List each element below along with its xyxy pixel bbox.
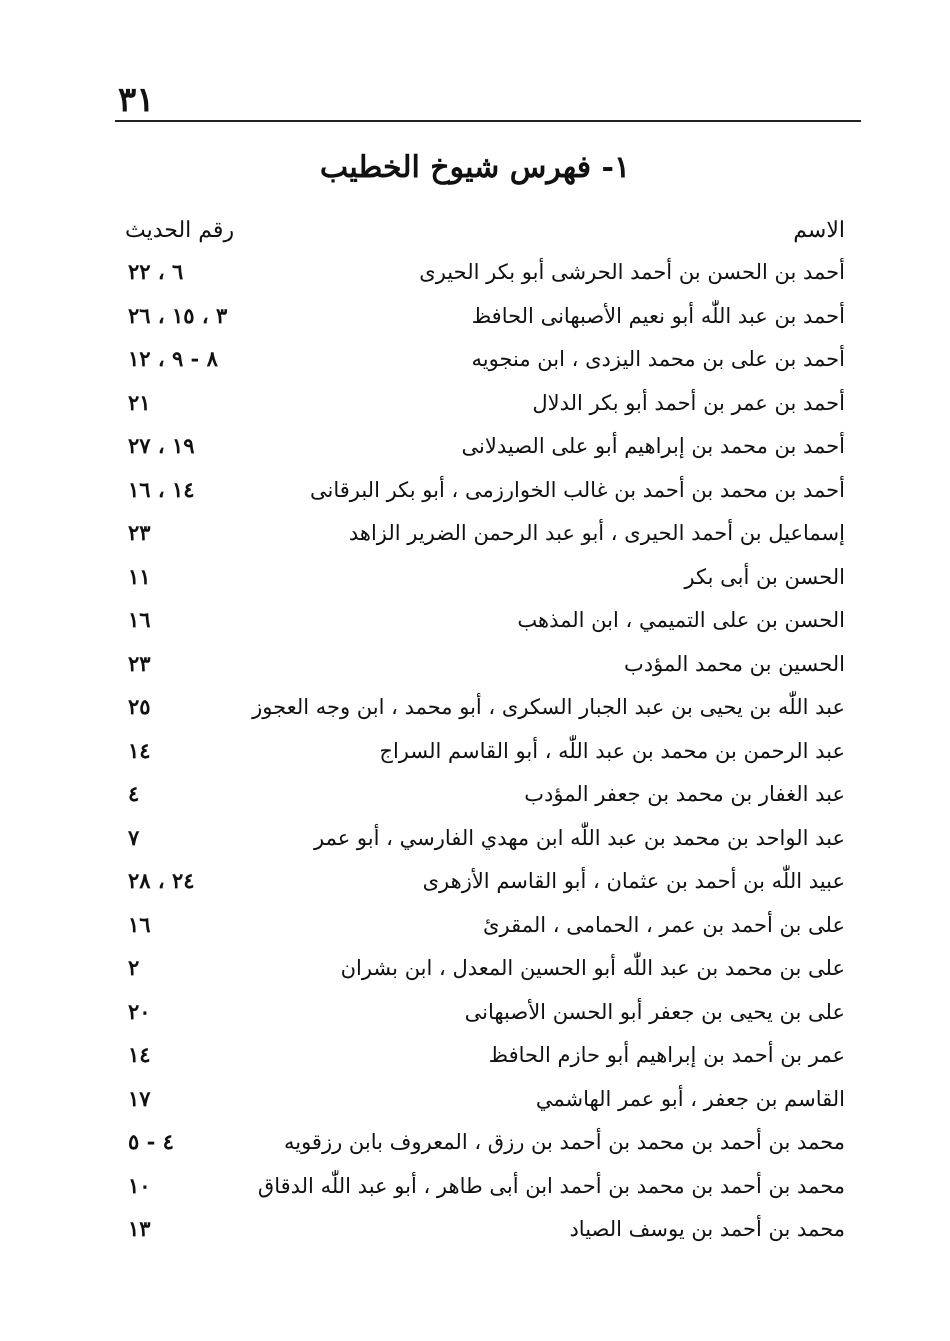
entry-name: الحسن بن على التميمي ، ابن المذهب xyxy=(517,608,845,632)
entry-ref: ١٦ xyxy=(128,607,151,632)
entry-ref: ٤ - ٥ xyxy=(128,1129,174,1154)
entry-ref: ٧ xyxy=(128,824,140,850)
entry-name: القاسم بن جعفر ، أبو عمر الهاشمي xyxy=(535,1086,845,1111)
list-item xyxy=(0,339,950,383)
column-header-name: الاسم xyxy=(793,218,845,243)
entry-ref: ١٤ ، ١٦ xyxy=(128,476,195,502)
entry-ref: ٦ ، ٢٢ xyxy=(128,259,184,284)
list-item xyxy=(0,557,950,601)
list-item xyxy=(0,1209,950,1253)
entry-ref: ٢٠ xyxy=(128,998,151,1024)
list-item xyxy=(0,383,950,427)
list-item xyxy=(0,731,950,775)
entry-name: على بن أحمد بن عمر ، الحمامى ، المقرئ xyxy=(483,912,845,937)
page-number: ٣١ xyxy=(118,80,155,120)
entry-ref: ١٧ xyxy=(128,1085,151,1111)
entry-ref: ٢٣ xyxy=(128,650,151,676)
entry-name: محمد بن أحمد بن يوسف الصياد xyxy=(569,1217,845,1241)
entry-ref: ٢٣ xyxy=(128,520,151,545)
list-item xyxy=(0,861,950,905)
entry-ref: ٢٤ ، ٢٨ xyxy=(128,868,195,893)
entry-name: على بن يحيى بن جعفر أبو الحسن الأصبهانى xyxy=(464,999,845,1024)
entry-name: أحمد بن محمد بن أحمد بن غالب الخوارزمى ، أبو بكر البرقانى xyxy=(309,477,845,502)
list-item xyxy=(0,687,950,731)
list-item xyxy=(0,600,950,644)
entry-name: عبد الغفار بن محمد بن جعفر المؤدب xyxy=(524,782,845,806)
entry-name: عبد الواحد بن محمد بن عبد اللّٰه ابن مهدي الفارسي ، أبو عمر xyxy=(314,825,845,850)
page-title: ١- فهرس شيوخ الخطيب xyxy=(319,150,631,185)
list-item xyxy=(0,296,950,340)
list-item xyxy=(0,426,950,470)
list-item xyxy=(0,948,950,992)
entry-ref: ١٠ xyxy=(128,1172,151,1198)
entry-name: الحسين بن محمد المؤدب xyxy=(623,651,845,676)
entry-name: أحمد بن على بن محمد اليزدى ، ابن منجويه xyxy=(471,347,845,371)
entry-ref: ١١ xyxy=(128,563,151,589)
entry-name: على بن محمد بن عبد اللّٰه أبو الحسين المعدل ، ابن بشران xyxy=(340,956,845,980)
entry-ref: ١٤ xyxy=(128,1042,151,1067)
entry-name: محمد بن أحمد بن محمد بن أحمد ابن أبى طاهر ، أبو عبد اللّٰه الدقاق xyxy=(257,1173,845,1198)
entry-name: أحمد بن الحسن بن أحمد الحرشى أبو بكر الحيرى xyxy=(419,260,845,284)
entry-ref: ٢٥ xyxy=(128,694,151,719)
entry-name: محمد بن أحمد بن محمد بن أحمد بن رزق ، المعروف بابن رزقويه xyxy=(283,1130,845,1154)
entry-ref: ١٤ xyxy=(128,737,151,763)
list-item xyxy=(0,774,950,818)
column-header-ref: رقم الحديث xyxy=(125,218,235,243)
list-item xyxy=(0,905,950,949)
list-item xyxy=(0,818,950,862)
entry-ref: ٢١ xyxy=(128,389,151,415)
list-item xyxy=(0,992,950,1036)
entry-ref: ٨ - ٩ ، ١٢ xyxy=(128,346,218,371)
entry-ref: ٢ xyxy=(128,955,140,980)
entry-name: عمر بن أحمد بن إبراهيم أبو حازم الحافظ xyxy=(488,1043,845,1067)
entry-name: أحمد بن عبد اللّٰه أبو نعيم الأصبهانى الحافظ xyxy=(471,303,845,328)
list-item xyxy=(0,513,950,557)
header-rule xyxy=(115,120,861,122)
list-item xyxy=(0,1035,950,1079)
entry-name: إسماعيل بن أحمد الحيرى ، أبو عبد الرحمن الضرير الزاهد xyxy=(348,521,845,545)
list-item xyxy=(0,1122,950,1166)
list-item xyxy=(0,644,950,688)
entry-ref: ٣ ، ١٥ ، ٢٦ xyxy=(128,302,228,328)
entry-name: أحمد بن عمر بن أحمد أبو بكر الدلال xyxy=(532,390,845,415)
entry-name: عبيد اللّٰه بن أحمد بن عثمان ، أبو القاسم الأزهرى xyxy=(422,869,845,893)
entry-name: الحسن بن أبى بكر xyxy=(684,564,845,589)
entry-ref: ١٣ xyxy=(128,1216,151,1241)
entry-name: عبد الرحمن بن محمد بن عبد اللّٰه ، أبو القاسم السراج xyxy=(379,738,845,763)
entry-ref: ٤ xyxy=(128,781,140,806)
entry-name: عبد اللّٰه بن يحيى بن عبد الجبار السكرى ، أبو محمد ، ابن وجه العجوز xyxy=(252,695,845,719)
list-item xyxy=(0,1079,950,1123)
entry-ref: ١٩ ، ٢٧ xyxy=(128,433,195,458)
list-item xyxy=(0,470,950,514)
entry-name: أحمد بن محمد بن إبراهيم أبو على الصيدلانى xyxy=(461,434,845,458)
index-list xyxy=(0,252,950,1253)
list-item xyxy=(0,252,950,296)
list-item xyxy=(0,1166,950,1210)
entry-ref: ١٦ xyxy=(128,911,151,937)
